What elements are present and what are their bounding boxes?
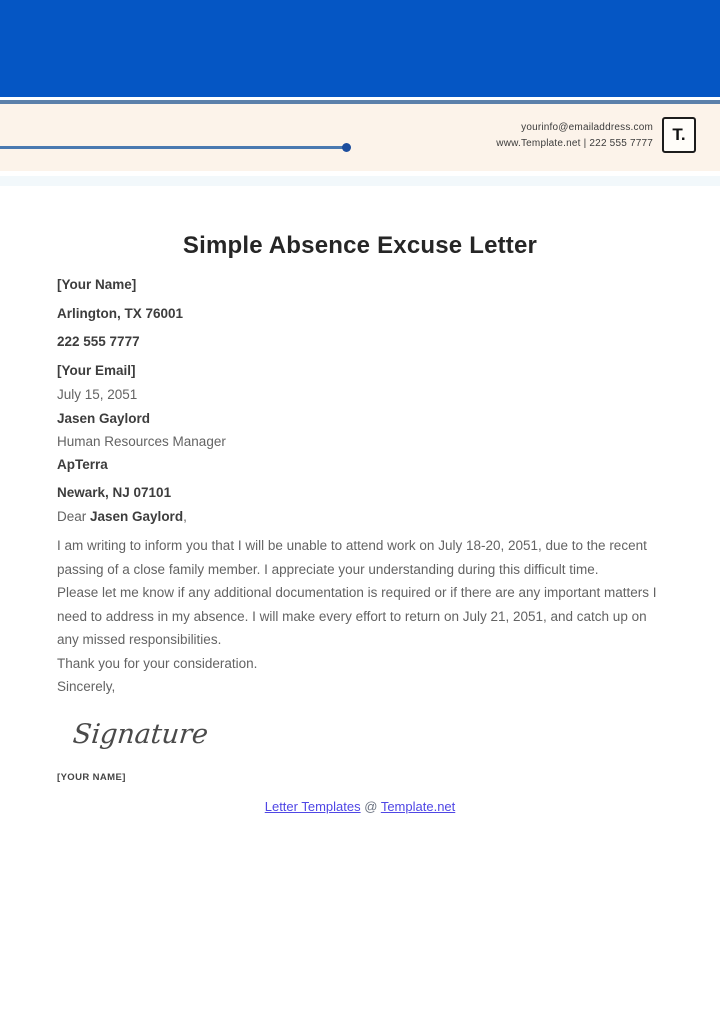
contact-website-phone bbox=[496, 136, 653, 152]
recipient-title: Human Resources Manager bbox=[57, 434, 226, 449]
brand-logo-text: T. bbox=[672, 125, 686, 144]
footer-link-template-net[interactable]: Template.net bbox=[380, 798, 456, 814]
letter-body bbox=[0, 232, 720, 783]
header-band bbox=[0, 104, 720, 171]
top-banner bbox=[0, 0, 720, 97]
footer-link-letter-templates[interactable]: Letter Templates bbox=[264, 798, 361, 814]
header-shadow-stripe bbox=[0, 176, 720, 186]
thanks-line: Thank you for your consideration. bbox=[57, 655, 258, 671]
sender-address: Arlington, TX 76001 bbox=[57, 306, 184, 321]
contact-email: yourinfo@emailaddress.com bbox=[521, 122, 653, 133]
body-paragraph-1: I am writing to inform you that I will be unable to attend work on July 18-20, 2051, due to the recent passing of a close family member. I appreciate your understanding during this difficult time. bbox=[57, 538, 647, 577]
salutation-name: Jasen Gaylord bbox=[90, 509, 184, 524]
sender-name: [Your Name] bbox=[57, 277, 137, 292]
recipient-company: ApTerra bbox=[57, 457, 108, 472]
sender-phone: 222 555 7777 bbox=[57, 334, 140, 349]
contact-block bbox=[496, 120, 653, 152]
recipient-name: Jasen Gaylord bbox=[57, 411, 151, 426]
signature-area bbox=[57, 699, 663, 750]
closing-line: Sincerely, bbox=[57, 679, 116, 694]
brand-logo bbox=[662, 117, 696, 153]
signature-name: [YOUR NAME] bbox=[57, 771, 126, 783]
body-paragraph-2: Please let me know if any additional documentation is required or if there are any important matters I need to address in my absence. I will make every effort to return on July 21, 2051, and catch up on any missed responsibilities. bbox=[57, 585, 657, 647]
sender-email: [Your Email] bbox=[57, 363, 136, 378]
letter-date: July 15, 2051 bbox=[57, 387, 138, 402]
header-rule-dot bbox=[342, 143, 351, 152]
recipient-address: Newark, NJ 07101 bbox=[57, 485, 172, 500]
salutation-suffix: , bbox=[183, 509, 187, 524]
header-rule-line bbox=[0, 146, 345, 149]
signature-script: Signature bbox=[71, 718, 210, 750]
contact-separator: | bbox=[583, 138, 587, 149]
contact-phone: 222 555 7777 bbox=[589, 138, 653, 149]
salutation bbox=[57, 510, 663, 524]
footer-at-symbol: @ bbox=[364, 798, 378, 814]
page-title: Simple Absence Excuse Letter bbox=[182, 232, 538, 259]
salutation-prefix: Dear bbox=[57, 509, 91, 524]
contact-website: www.Template.net bbox=[496, 138, 581, 149]
footer-attribution bbox=[0, 799, 720, 814]
